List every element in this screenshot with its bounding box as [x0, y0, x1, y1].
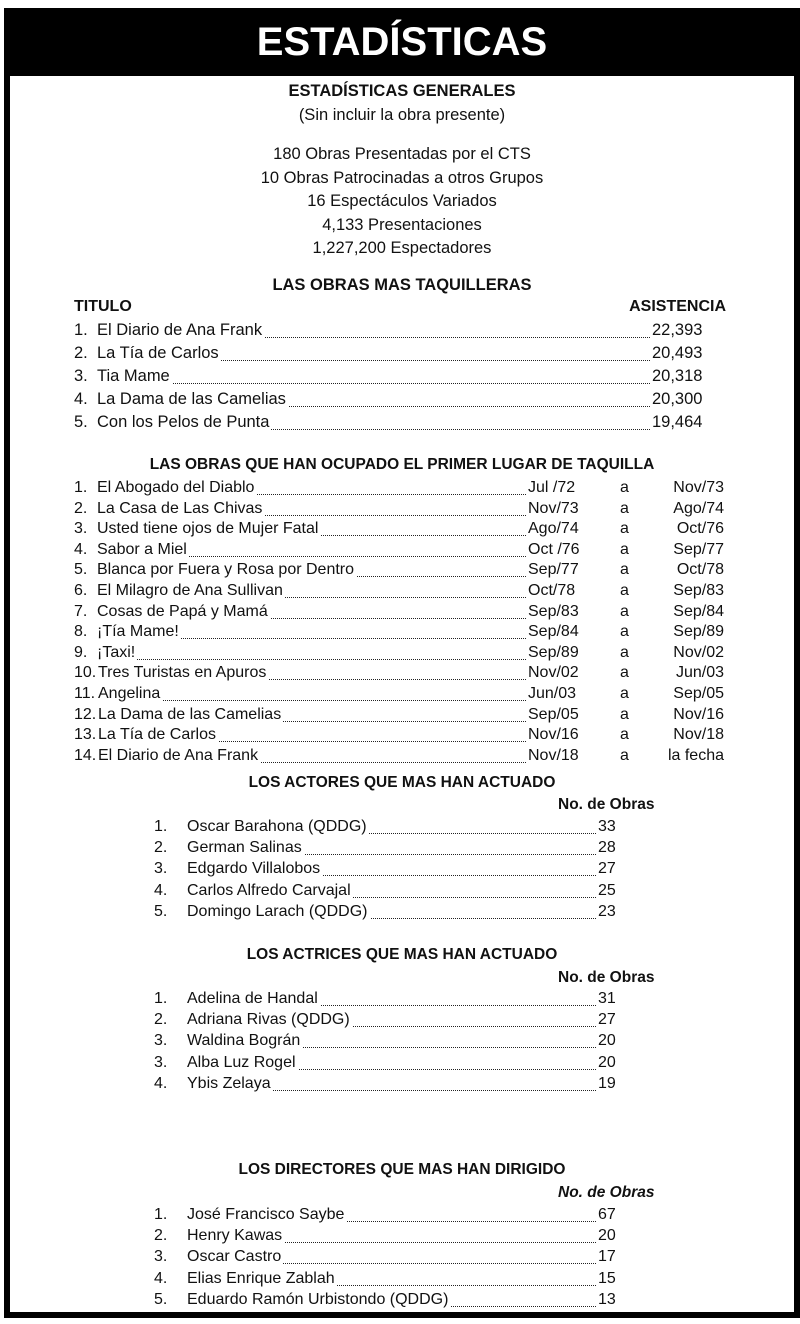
list-item-to-date: Oct/76 [676, 520, 724, 538]
list-item-from-date: Jun/03 [528, 685, 577, 702]
list-item-from-date: Sep/77 [528, 561, 579, 579]
general-stat-line: 1,227,200 Espectadores [312, 239, 492, 257]
list-item-count: 31 [598, 990, 616, 1007]
list-item-title: Con los Pelos de Punta [97, 413, 270, 431]
list-item-separator: a [620, 561, 629, 579]
list-item-to-date: Nov/16 [673, 705, 724, 723]
list-item-count: 28 [598, 839, 616, 857]
general-stats-subheading: (Sin incluir la obra presente) [298, 106, 506, 124]
list-item-attendance: 20,300 [652, 390, 703, 408]
list-item-from-date: Nov/18 [528, 746, 579, 764]
list-item-separator: a [620, 726, 629, 744]
list-item-attendance: 20,318 [652, 367, 703, 385]
list-item-title: ¡Taxi! [97, 643, 136, 661]
list-item-count: 20 [598, 1032, 616, 1050]
list-item-number: 3. [154, 1248, 168, 1266]
list-item-number: 2. [154, 1227, 168, 1245]
list-item-title: El Milagro de Ana Sullivan [97, 582, 283, 599]
list-item-title: Blanca por Fuera y Rosa por Dentro [97, 561, 355, 579]
list-item-count: 25 [598, 881, 616, 899]
list-item-separator: a [620, 540, 629, 558]
list-item-count: 33 [598, 818, 616, 835]
list-item-to-date: Nov/73 [673, 479, 724, 496]
list-item-name: Oscar Castro [187, 1248, 282, 1266]
list-item-from-date: Jul /72 [528, 479, 576, 496]
list-item-to-date: Nov/02 [673, 643, 724, 661]
list-item-name: Oscar Barahona (QDDG) [187, 818, 367, 835]
actors-col-count: No. de Obras [558, 796, 655, 813]
directors-col-count: No. de Obras [558, 1184, 655, 1201]
list-item-separator: a [620, 664, 629, 682]
list-item-number: 6. [74, 582, 88, 599]
list-item-to-date: Jun/03 [675, 664, 724, 682]
list-item-name: Alba Luz Rogel [187, 1053, 296, 1071]
list-item-to-date: Nov/18 [673, 726, 724, 744]
first-place-heading: LAS OBRAS QUE HAN OCUPADO EL PRIMER LUGAR DE TAQUILLA [149, 456, 655, 473]
list-item-number: 1. [154, 1206, 168, 1223]
list-item-number: 8. [74, 623, 88, 641]
list-item-from-date: Nov/02 [528, 664, 579, 682]
list-item-number: 12. [74, 705, 97, 723]
list-item-separator: a [620, 705, 629, 723]
actresses-heading: LOS ACTRICES QUE MAS HAN ACTUADO [246, 946, 558, 963]
list-item-to-date: Sep/84 [673, 602, 724, 620]
list-item-to-date: la fecha [667, 746, 724, 764]
general-stats-list [10, 143, 794, 261]
list-item-name: Henry Kawas [187, 1227, 283, 1245]
list-item-attendance: 22,393 [652, 321, 703, 339]
list-item-count: 27 [598, 860, 616, 878]
list-item-count: 23 [598, 902, 616, 920]
list-item-title: La Dama de las Camelias [97, 390, 286, 408]
list-item-number: 1. [154, 990, 168, 1007]
list-item-title: El Abogado del Diablo [97, 479, 255, 496]
list-item-from-date: Nov/73 [528, 499, 579, 517]
directors-heading: LOS DIRECTORES QUE MAS HAN DIRIGIDO [238, 1161, 566, 1178]
list-item-number: 4. [154, 1269, 168, 1287]
list-item-from-date: Sep/83 [528, 602, 579, 620]
list-item-to-date: Sep/89 [673, 623, 724, 641]
top-grossing-heading: LAS OBRAS MAS TAQUILLERAS [272, 276, 532, 294]
actresses-col-count: No. de Obras [558, 969, 655, 986]
list-item-number: 4. [74, 390, 88, 408]
actors-heading: LOS ACTORES QUE MAS HAN ACTUADO [248, 774, 556, 791]
list-item-number: 3. [74, 367, 88, 385]
list-item-number: 9. [74, 643, 88, 661]
list-item-name: Adelina de Handal [187, 990, 318, 1007]
list-item-number: 5. [74, 561, 88, 579]
list-item-number: 4. [154, 1074, 168, 1092]
list-item-separator: a [620, 499, 629, 517]
list-item-number: 5. [154, 902, 168, 920]
list-item-attendance: 19,464 [652, 413, 703, 431]
general-stat-line: 10 Obras Patrocinadas a otros Grupos [260, 168, 544, 187]
list-item-number: 3. [154, 1053, 168, 1071]
list-item-separator: a [620, 602, 629, 620]
list-item-from-date: Oct/78 [528, 582, 576, 599]
list-item-from-date: Nov/16 [528, 726, 579, 744]
list-item-title: El Diario de Ana Frank [98, 746, 259, 764]
list-item-number: 5. [154, 1290, 168, 1308]
list-item-title: Tres Turistas en Apuros [98, 664, 267, 682]
list-item-title: Sabor a Miel [97, 540, 187, 558]
list-item-count: 15 [598, 1269, 616, 1287]
list-item-count: 13 [598, 1290, 616, 1308]
list-item-name: Eduardo Ramón Urbistondo (QDDG) [187, 1290, 449, 1308]
list-item-number: 1. [74, 321, 88, 339]
list-item-name: Ybis Zelaya [187, 1074, 271, 1092]
top-grossing-col-title: TITULO [74, 298, 132, 315]
list-item-count: 20 [598, 1053, 616, 1071]
list-item-title: Tia Mame [97, 367, 170, 385]
general-stats-heading: ESTADÍSTICAS GENERALES [288, 82, 516, 100]
list-item-separator: a [620, 479, 629, 496]
list-item-name: Edgardo Villalobos [187, 860, 321, 878]
list-item-name: Waldina Bográn [187, 1032, 301, 1050]
list-item-to-date: Sep/05 [673, 685, 724, 702]
list-item-to-date: Oct/78 [676, 561, 724, 579]
list-item-number: 7. [74, 602, 88, 620]
top-grossing-col-attendance: ASISTENCIA [629, 298, 726, 315]
list-item-number: 2. [74, 499, 88, 517]
dotted-leader [110, 383, 650, 384]
list-item-title: La Casa de Las Chivas [97, 499, 263, 517]
list-item-number: 10. [74, 664, 97, 682]
general-stat-line: 16 Espectáculos Variados [307, 192, 497, 210]
list-item-to-date: Ago/74 [673, 499, 724, 517]
list-item-number: 11. [74, 685, 96, 702]
list-item-from-date: Sep/05 [528, 705, 579, 723]
list-item-count: 67 [598, 1206, 616, 1223]
list-item-number: 14. [74, 746, 97, 764]
list-item-number: 3. [74, 520, 88, 538]
dotted-leader [110, 659, 526, 660]
list-item-number: 3. [154, 860, 168, 878]
list-item-number: 2. [154, 839, 168, 857]
list-item-number: 1. [154, 818, 168, 835]
dotted-leader [110, 700, 526, 701]
list-item-count: 19 [598, 1074, 616, 1092]
list-item-from-date: Sep/89 [528, 643, 579, 661]
list-item-to-date: Sep/83 [673, 582, 724, 599]
list-item-from-date: Ago/74 [528, 520, 579, 538]
list-item-separator: a [620, 623, 629, 641]
list-item-title: El Diario de Ana Frank [97, 321, 263, 339]
list-item-number: 5. [74, 413, 88, 431]
list-item-count: 20 [598, 1227, 616, 1245]
general-stat-line: 4,133 Presentaciones [322, 215, 482, 234]
list-item-separator: a [620, 582, 629, 599]
list-item-separator: a [620, 520, 629, 538]
list-item-number: 3. [154, 1032, 168, 1050]
list-item-number: 13. [74, 726, 97, 744]
list-item-number: 2. [154, 1011, 168, 1029]
list-item-number: 4. [154, 881, 168, 899]
list-item-title: Cosas de Papá y Mamá [97, 602, 268, 620]
list-item-number: 1. [74, 479, 88, 496]
statistics-page [4, 8, 800, 1318]
list-item-title: La Dama de las Camelias [98, 705, 282, 723]
list-item-title: ¡Tía Mame! [97, 623, 179, 641]
list-item-attendance: 20,493 [652, 344, 703, 362]
list-item-separator: a [620, 685, 629, 702]
list-item-title: Usted tiene ojos de Mujer Fatal [97, 520, 319, 538]
list-item-from-date: Oct /76 [528, 540, 580, 558]
list-item-name: Domingo Larach (QDDG) [187, 902, 368, 920]
list-item-name: German Salinas [187, 839, 302, 857]
list-item-number: 4. [74, 540, 88, 558]
list-item-separator: a [620, 643, 629, 661]
list-item-count: 17 [598, 1248, 616, 1266]
list-item-to-date: Sep/77 [673, 540, 724, 558]
list-item-title: La Tía de Carlos [97, 344, 219, 362]
list-item-title: Angelina [98, 685, 161, 702]
list-item-separator: a [620, 746, 629, 764]
list-item-name: Elias Enrique Zablah [187, 1269, 335, 1287]
list-item-name: Carlos Alfredo Carvajal [187, 881, 351, 899]
list-item-number: 2. [74, 344, 88, 362]
list-item-count: 27 [598, 1011, 616, 1029]
general-stat-line: 180 Obras Presentadas por el CTS [273, 145, 531, 163]
list-item-title: La Tía de Carlos [98, 726, 216, 744]
list-item-name: Adriana Rivas (QDDG) [187, 1011, 350, 1029]
page-title: ESTADÍSTICAS [10, 8, 794, 76]
list-item-name: José Francisco Saybe [187, 1206, 345, 1223]
list-item-from-date: Sep/84 [528, 623, 579, 641]
